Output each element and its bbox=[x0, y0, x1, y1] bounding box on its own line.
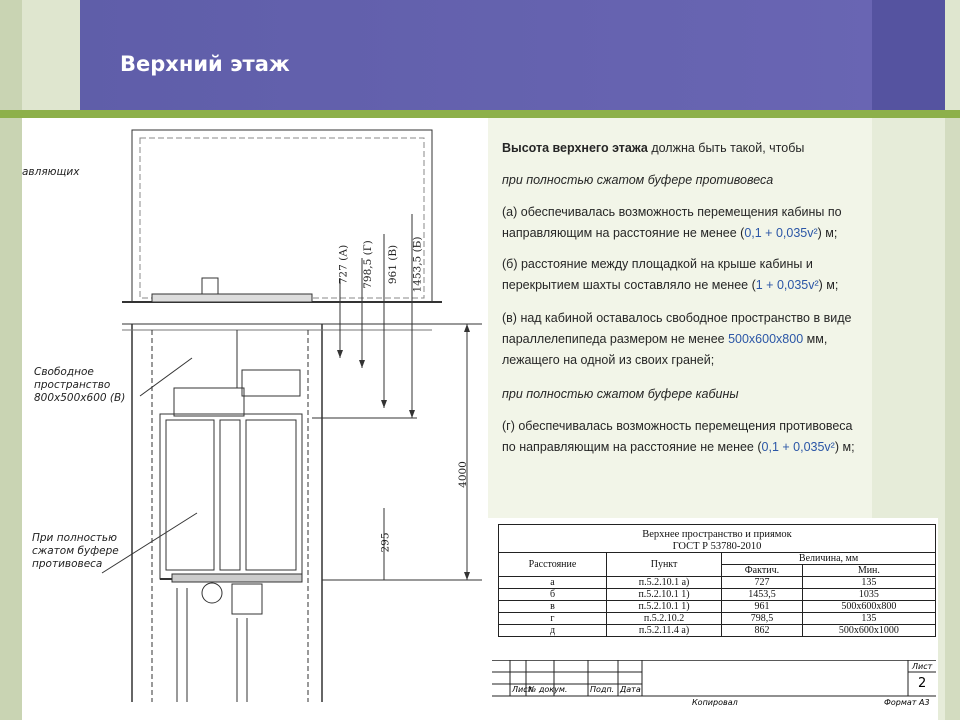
shaft-drawing bbox=[22, 118, 488, 702]
stamp-sheet-number: 2 bbox=[918, 676, 927, 691]
table-row bbox=[499, 577, 936, 589]
v-end: мм, лежащего на одной из своих граней; bbox=[502, 332, 828, 367]
gost-table bbox=[498, 552, 936, 637]
stamp-format: Формат А3 bbox=[884, 698, 930, 707]
table-row bbox=[499, 601, 936, 613]
cell-min: 500х600х1000 bbox=[802, 625, 935, 637]
a-text: (а) обеспечивалась возможность перемещения кабины по направляющим на расстояние не менее ( bbox=[502, 205, 842, 240]
header-value-group: Величина, мм bbox=[722, 553, 936, 565]
paragraph-g bbox=[502, 416, 864, 458]
paragraph-counterweight bbox=[502, 170, 864, 191]
gost-title-line2: ГОСТ Р 53780-2010 bbox=[672, 541, 762, 552]
cell-distance: д bbox=[499, 625, 607, 637]
slide-title: Верхний этаж bbox=[120, 52, 290, 76]
drawing-label-buffer: При полностью сжатом буфере противовеса bbox=[32, 532, 119, 570]
stamp-col-list: Лист bbox=[512, 685, 533, 694]
paragraph-v bbox=[502, 308, 864, 371]
gost-table-title bbox=[498, 524, 936, 552]
v-text: (в) над кабиной оставалось свободное пространство в виде параллелепипеда размером не менее bbox=[502, 311, 852, 346]
shaft-drawing-lines bbox=[22, 118, 488, 702]
b-formula: 1 + 0,035v² bbox=[755, 278, 819, 292]
header-actual: Фактич. bbox=[722, 565, 803, 577]
gost-table-body bbox=[499, 553, 936, 637]
dim-v: 961 (В) bbox=[387, 244, 400, 285]
dim-g: 798,5 (Г) bbox=[361, 240, 374, 289]
header-left-panel bbox=[22, 0, 80, 110]
cabin-condition: при полностью сжатом буфере кабины bbox=[502, 387, 739, 401]
cell-min: 1035 bbox=[802, 589, 935, 601]
cell-distance: в bbox=[499, 601, 607, 613]
paragraph-b bbox=[502, 254, 864, 296]
paragraph-a bbox=[502, 202, 864, 244]
left-margin bbox=[0, 118, 22, 720]
table-row bbox=[499, 625, 936, 637]
cell-distance: г bbox=[499, 613, 607, 625]
cell-min: 500х600х800 bbox=[802, 601, 935, 613]
cell-min: 135 bbox=[802, 613, 935, 625]
cell-clause: п.5.2.10.1 1) bbox=[606, 589, 721, 601]
cell-actual: 727 bbox=[722, 577, 803, 589]
b-text: (б) расстояние между площадкой на крыше кабины и перекрытием шахты составляло не менее ( bbox=[502, 257, 813, 292]
header-clause: Пункт bbox=[606, 553, 721, 577]
paragraph-cabin bbox=[502, 384, 864, 405]
text-panel bbox=[488, 118, 872, 518]
table-row bbox=[499, 613, 936, 625]
cell-actual: 961 bbox=[722, 601, 803, 613]
cell-clause: п.5.2.11.4 а) bbox=[606, 625, 721, 637]
header-distance: Расстояние bbox=[499, 553, 607, 577]
cell-clause: п.5.2.10.2 bbox=[606, 613, 721, 625]
stamp-copied: Копировал bbox=[692, 698, 738, 707]
cell-clause: п.5.2.10.1 а) bbox=[606, 577, 721, 589]
intro-bold: Высота верхнего этажа bbox=[502, 141, 648, 155]
cell-clause: п.5.2.10.1 1) bbox=[606, 601, 721, 613]
g-text: (г) обеспечивалась возможность перемещения противовеса по направляющим на расстояние не менее ( bbox=[502, 419, 853, 454]
header-min: Мин. bbox=[802, 565, 935, 577]
header-divider bbox=[0, 110, 960, 118]
g-end: ) м; bbox=[834, 440, 855, 454]
drawing-label-free-space: Свободное пространство 800х500х600 (В) bbox=[34, 366, 126, 404]
cell-actual: 798,5 bbox=[722, 613, 803, 625]
intro-rest: должна быть такой, чтобы bbox=[647, 141, 805, 155]
gost-title-line1: Верхнее пространство и приямок bbox=[642, 529, 792, 540]
cell-min: 135 bbox=[802, 577, 935, 589]
table-header-row bbox=[499, 553, 936, 565]
cell-actual: 1453,5 bbox=[722, 589, 803, 601]
stamp-sheet-label: Лист bbox=[912, 662, 933, 671]
paragraph-intro bbox=[502, 138, 864, 159]
dim-b: 1453,5 (Б) bbox=[411, 236, 424, 293]
header-right-accent bbox=[945, 0, 960, 110]
cell-distance: б bbox=[499, 589, 607, 601]
a-formula: 0,1 + 0,035v² bbox=[744, 226, 818, 240]
dim-295: 295 bbox=[379, 532, 392, 553]
cell-actual: 862 bbox=[722, 625, 803, 637]
v-size: 500х600х800 bbox=[728, 332, 804, 346]
table-row bbox=[499, 589, 936, 601]
cell-distance: а bbox=[499, 577, 607, 589]
g-formula: 0,1 + 0,035v² bbox=[761, 440, 835, 454]
b-end: ) м; bbox=[818, 278, 839, 292]
counterweight-condition: при полностью сжатом буфере противовеса bbox=[502, 173, 774, 187]
stamp-col-sign: Подп. bbox=[590, 685, 615, 694]
header-left-accent bbox=[0, 0, 22, 110]
title-block bbox=[492, 660, 936, 710]
dim-a: 727 (А) bbox=[337, 244, 350, 285]
gost-table-area bbox=[488, 518, 938, 720]
stamp-col-date: Дата bbox=[620, 685, 641, 694]
stamp-col-doc: № докум. bbox=[528, 685, 568, 694]
drawing-label-rails: авляющих bbox=[22, 166, 80, 178]
right-margin-edge bbox=[945, 118, 960, 720]
dim-4000: 4000 bbox=[456, 461, 469, 488]
a-end: ) м; bbox=[817, 226, 838, 240]
